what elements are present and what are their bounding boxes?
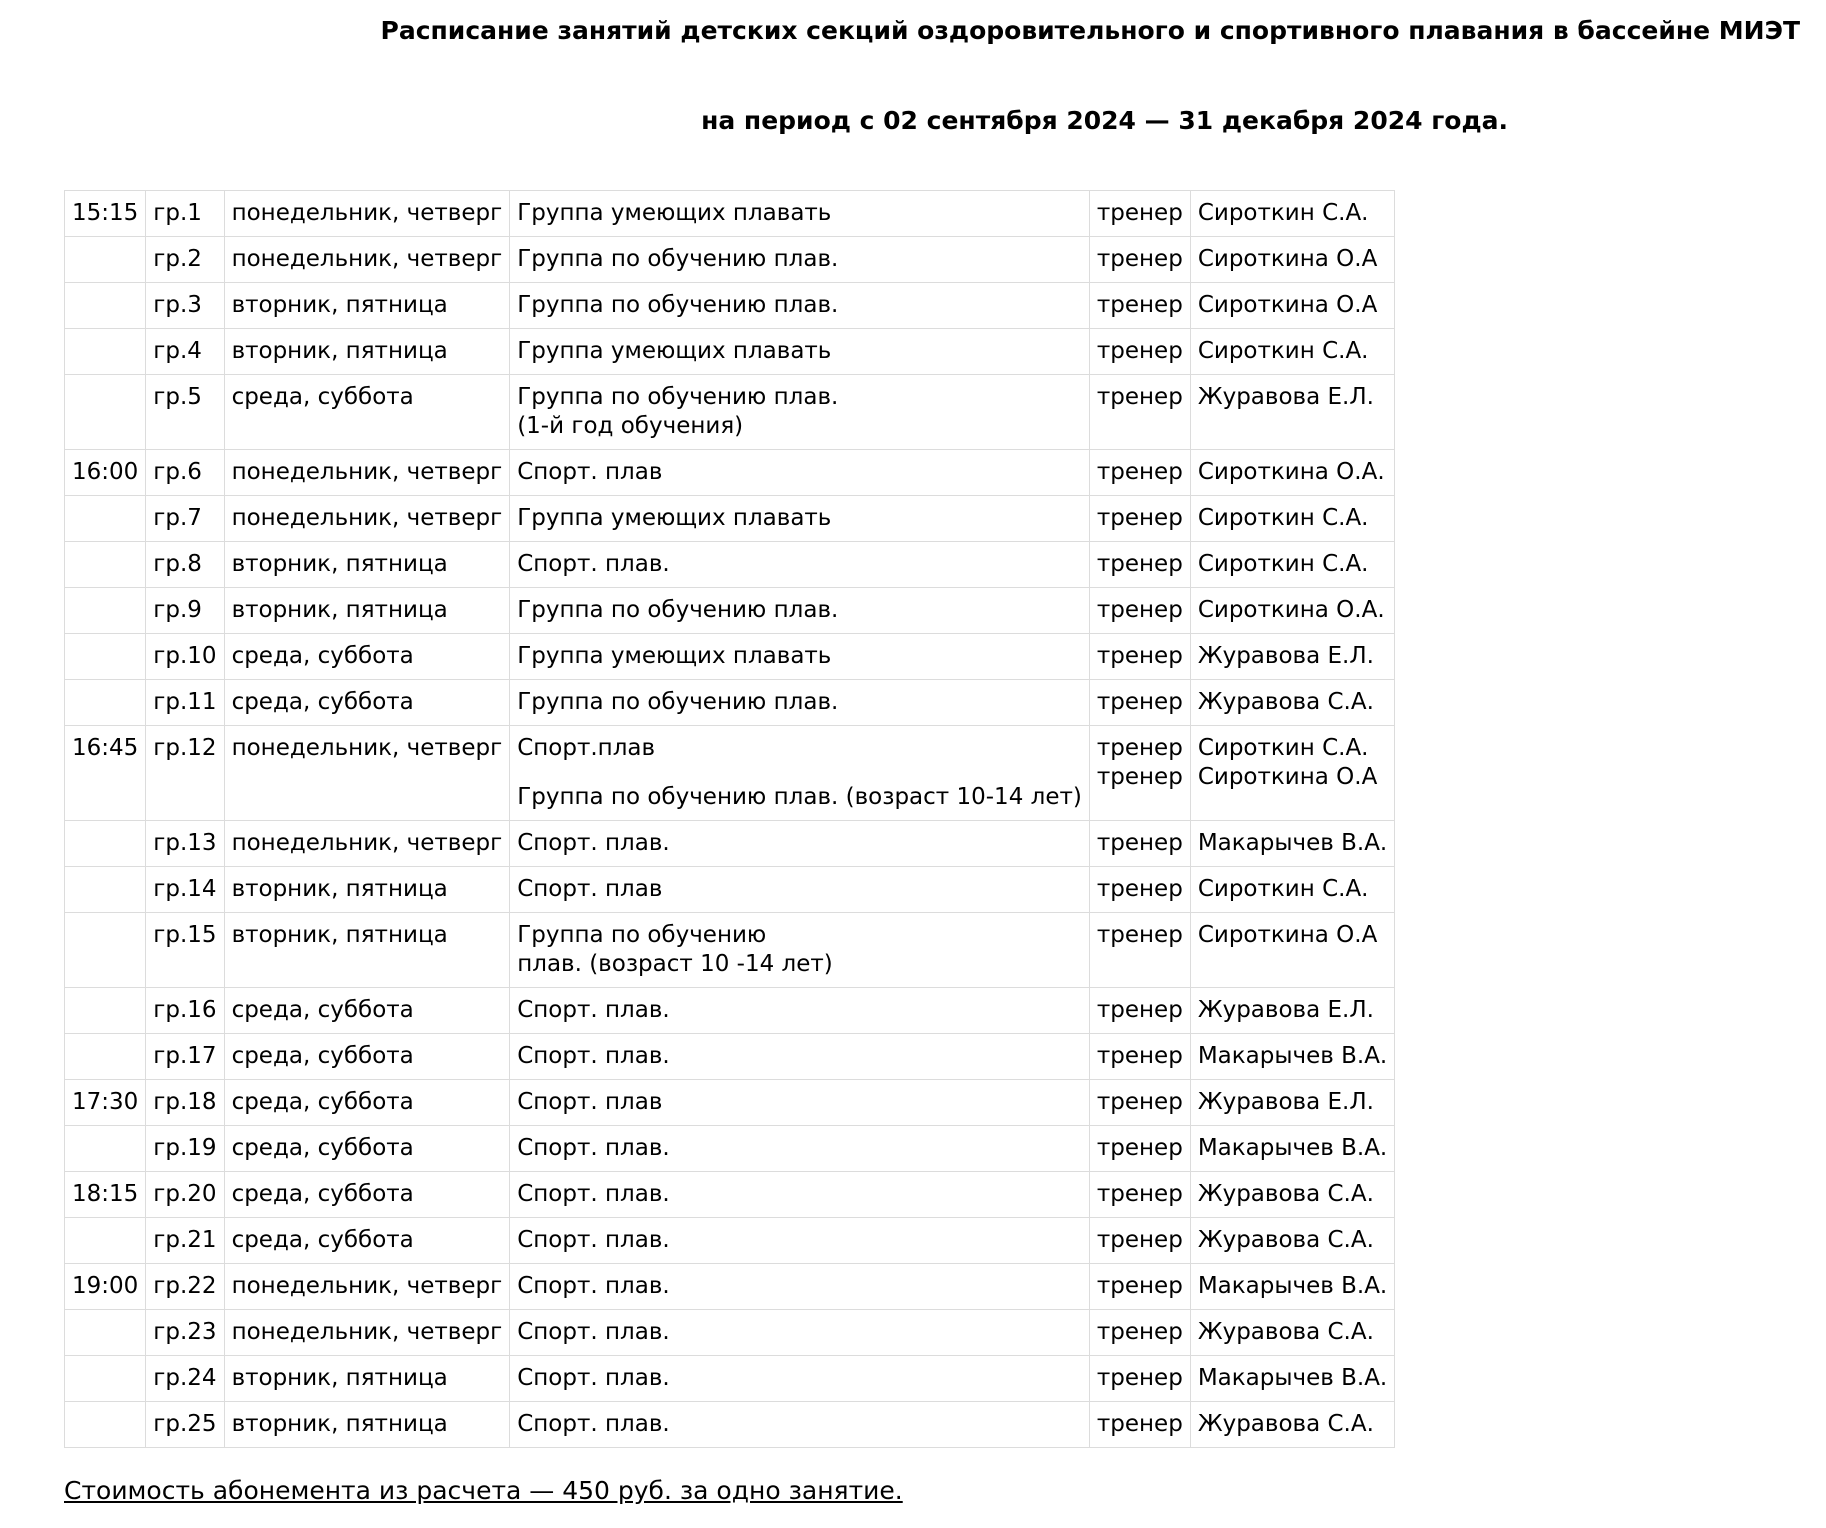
start-time-cell: 19:00 — [65, 1264, 146, 1310]
activity-cell-line: Спорт. плав. — [517, 997, 670, 1023]
activity-cell — [510, 329, 1090, 375]
days-cell: среда, суббота — [224, 1172, 510, 1218]
coach-cell-line: Сироткина О.А. — [1197, 597, 1385, 623]
activity-cell — [510, 1402, 1090, 1448]
table-row — [65, 988, 1395, 1034]
coach-cell — [1190, 726, 1394, 821]
activity-cell — [510, 867, 1090, 913]
start-time-cell — [65, 329, 146, 375]
days-cell: среда, суббота — [224, 634, 510, 680]
table-row — [65, 329, 1395, 375]
activity-cell — [510, 988, 1090, 1034]
group-cell: гр.10 — [146, 634, 224, 680]
start-time-cell — [65, 680, 146, 726]
table-row — [65, 542, 1395, 588]
coach-cell-line: Сироткина О.А — [1197, 922, 1378, 948]
group-cell: гр.2 — [146, 237, 224, 283]
price-note-link[interactable]: Стоимость абонемента из расчета — 450 руб. за одно занятие. — [64, 1476, 903, 1505]
days-cell: среда, суббота — [224, 1126, 510, 1172]
activity-cell-line: Группа по обучению плав. (возраст 10-14 лет) — [517, 784, 1082, 810]
group-cell: гр.8 — [146, 542, 224, 588]
activity-cell — [510, 1034, 1090, 1080]
activity-cell-line: Спорт. плав. — [517, 1043, 670, 1069]
group-cell: гр.19 — [146, 1126, 224, 1172]
group-cell: гр.14 — [146, 867, 224, 913]
group-cell: гр.18 — [146, 1080, 224, 1126]
days-cell: среда, суббота — [224, 680, 510, 726]
role-cell-line: тренер — [1096, 1089, 1183, 1115]
coach-cell-line: Журавова Е.Л. — [1197, 1089, 1374, 1115]
table-row — [65, 1172, 1395, 1218]
start-time-cell — [65, 1310, 146, 1356]
group-cell: гр.20 — [146, 1172, 224, 1218]
coach-cell — [1190, 821, 1394, 867]
table-row — [65, 496, 1395, 542]
group-cell: гр.21 — [146, 1218, 224, 1264]
group-cell: гр.13 — [146, 821, 224, 867]
table-row — [65, 726, 1395, 821]
days-cell: вторник, пятница — [224, 542, 510, 588]
days-cell: понедельник, четверг — [224, 1264, 510, 1310]
days-cell: вторник, пятница — [224, 913, 510, 988]
role-cell-line: тренер — [1096, 292, 1183, 318]
coach-cell-line: Сироткин С.А. — [1197, 505, 1369, 531]
role-cell — [1089, 634, 1190, 680]
start-time-cell — [65, 634, 146, 680]
role-cell-line: тренер — [1096, 551, 1183, 577]
role-cell-line: тренер — [1096, 1319, 1183, 1345]
days-cell: вторник, пятница — [224, 1356, 510, 1402]
coach-cell — [1190, 191, 1394, 237]
role-cell — [1089, 542, 1190, 588]
coach-cell-line: Журавова С.А. — [1197, 689, 1374, 715]
activity-cell — [510, 1080, 1090, 1126]
coach-cell-line: Сироткин С.А. — [1197, 876, 1369, 902]
days-cell: вторник, пятница — [224, 283, 510, 329]
activity-cell-line: Спорт. плав. — [517, 1181, 670, 1207]
role-cell-line: тренер — [1096, 1411, 1183, 1437]
activity-cell — [510, 634, 1090, 680]
activity-cell-line: Группа по обучению плав. — [517, 689, 839, 715]
role-cell-line: тренер — [1096, 643, 1183, 669]
start-time-cell — [65, 283, 146, 329]
days-cell: вторник, пятница — [224, 867, 510, 913]
activity-cell-line: Группа по обучению — [517, 922, 767, 948]
days-cell: понедельник, четверг — [224, 1310, 510, 1356]
role-cell — [1089, 1126, 1190, 1172]
table-row — [65, 237, 1395, 283]
coach-cell-line: Журавова С.А. — [1197, 1227, 1374, 1253]
group-cell: гр.24 — [146, 1356, 224, 1402]
start-time-cell — [65, 542, 146, 588]
role-cell — [1089, 588, 1190, 634]
role-cell-line: тренер — [1096, 246, 1183, 272]
coach-cell — [1190, 988, 1394, 1034]
activity-cell-line: Спорт. плав. — [517, 1365, 670, 1391]
activity-cell — [510, 1218, 1090, 1264]
coach-cell — [1190, 542, 1394, 588]
role-cell-line: тренер — [1096, 384, 1183, 410]
activity-cell — [510, 191, 1090, 237]
start-time-cell — [65, 1034, 146, 1080]
coach-cell-line: Макарычев В.А. — [1197, 1365, 1388, 1391]
role-cell — [1089, 329, 1190, 375]
role-cell-line: тренер — [1096, 1273, 1183, 1299]
activity-cell-line: Спорт. плав. — [517, 1319, 670, 1345]
coach-cell — [1190, 913, 1394, 988]
activity-cell-line: Группа умеющих плавать — [517, 505, 832, 531]
days-cell: среда, суббота — [224, 988, 510, 1034]
start-time-cell — [65, 913, 146, 988]
activity-cell — [510, 1310, 1090, 1356]
group-cell: гр.3 — [146, 283, 224, 329]
coach-cell-line: Журавова С.А. — [1197, 1411, 1374, 1437]
table-row — [65, 1080, 1395, 1126]
role-cell — [1089, 496, 1190, 542]
group-cell: гр.9 — [146, 588, 224, 634]
coach-cell-line: Журавова Е.Л. — [1197, 384, 1374, 410]
role-cell — [1089, 913, 1190, 988]
coach-cell-line: Сироткин С.А. — [1197, 200, 1369, 226]
table-row — [65, 1310, 1395, 1356]
role-cell — [1089, 680, 1190, 726]
page-title: Расписание занятий детских секций оздоровительного и спортивного плавания в бассейне МИЭТ — [380, 16, 1800, 45]
days-cell: среда, суббота — [224, 1218, 510, 1264]
start-time-cell — [65, 867, 146, 913]
role-cell — [1089, 988, 1190, 1034]
table-row — [65, 191, 1395, 237]
role-cell — [1089, 191, 1190, 237]
table-row — [65, 375, 1395, 450]
group-cell: гр.5 — [146, 375, 224, 450]
activity-cell — [510, 237, 1090, 283]
role-cell-line: тренер — [1096, 505, 1183, 531]
start-time-cell — [65, 496, 146, 542]
role-cell — [1089, 1080, 1190, 1126]
role-cell — [1089, 1310, 1190, 1356]
activity-cell — [510, 496, 1090, 542]
group-cell: гр.6 — [146, 450, 224, 496]
coach-cell-line: Журавова Е.Л. — [1197, 997, 1374, 1023]
days-cell: понедельник, четверг — [224, 821, 510, 867]
activity-cell-line: Спорт. плав. — [517, 1135, 670, 1161]
table-row — [65, 867, 1395, 913]
activity-cell — [510, 913, 1090, 988]
days-cell: понедельник, четверг — [224, 726, 510, 821]
group-cell: гр.1 — [146, 191, 224, 237]
table-row — [65, 1264, 1395, 1310]
coach-cell-line: Сироткина О.А — [1197, 764, 1378, 790]
schedule-table-body — [65, 191, 1395, 1448]
table-row — [65, 1034, 1395, 1080]
role-cell-line: тренер — [1096, 1181, 1183, 1207]
group-cell: гр.25 — [146, 1402, 224, 1448]
activity-cell-line: Группа по обучению плав. — [517, 246, 839, 272]
coach-cell-line: Сироткин С.А. — [1197, 735, 1369, 761]
group-cell: гр.7 — [146, 496, 224, 542]
group-cell: гр.15 — [146, 913, 224, 988]
coach-cell-line: Макарычев В.А. — [1197, 1043, 1388, 1069]
activity-cell — [510, 283, 1090, 329]
start-time-cell: 16:00 — [65, 450, 146, 496]
coach-cell-line: Журавова С.А. — [1197, 1319, 1374, 1345]
activity-cell-line: Спорт. плав. — [517, 1411, 670, 1437]
coach-cell-line: Макарычев В.А. — [1197, 830, 1388, 856]
activity-cell-line: Спорт. плав. — [517, 1227, 670, 1253]
coach-cell — [1190, 1126, 1394, 1172]
activity-cell-line: Спорт.плав — [517, 735, 656, 761]
role-cell — [1089, 867, 1190, 913]
coach-cell — [1190, 375, 1394, 450]
activity-cell-line: плав. (возраст 10 -14 лет) — [517, 951, 833, 977]
coach-cell-line: Сироткина О.А. — [1197, 459, 1385, 485]
group-cell: гр.17 — [146, 1034, 224, 1080]
table-row — [65, 1356, 1395, 1402]
coach-cell — [1190, 1356, 1394, 1402]
role-cell — [1089, 821, 1190, 867]
group-cell: гр.22 — [146, 1264, 224, 1310]
activity-cell-line: Спорт. плав. — [517, 551, 670, 577]
role-cell — [1089, 1356, 1190, 1402]
days-cell: понедельник, четверг — [224, 237, 510, 283]
days-cell: вторник, пятница — [224, 1402, 510, 1448]
role-cell — [1089, 1218, 1190, 1264]
role-cell-line: тренер — [1096, 735, 1183, 761]
activity-cell — [510, 1356, 1090, 1402]
activity-cell-line: Группа умеющих плавать — [517, 338, 832, 364]
start-time-cell: 15:15 — [65, 191, 146, 237]
activity-cell — [510, 1126, 1090, 1172]
activity-cell-line: (1-й год обучения) — [517, 413, 744, 439]
start-time-cell — [65, 1402, 146, 1448]
start-time-cell — [65, 988, 146, 1034]
role-cell — [1089, 1402, 1190, 1448]
table-row — [65, 1218, 1395, 1264]
coach-cell — [1190, 329, 1394, 375]
activity-cell-line: Группа умеющих плавать — [517, 643, 832, 669]
start-time-cell: 17:30 — [65, 1080, 146, 1126]
activity-cell-line: Группа по обучению плав. — [517, 597, 839, 623]
days-cell: среда, суббота — [224, 1080, 510, 1126]
coach-cell — [1190, 1218, 1394, 1264]
table-row — [65, 450, 1395, 496]
table-row — [65, 283, 1395, 329]
activity-cell — [510, 542, 1090, 588]
table-row — [65, 680, 1395, 726]
start-time-cell — [65, 1356, 146, 1402]
role-cell — [1089, 450, 1190, 496]
group-cell: гр.4 — [146, 329, 224, 375]
group-cell: гр.12 — [146, 726, 224, 821]
activity-cell — [510, 1264, 1090, 1310]
table-row — [65, 821, 1395, 867]
coach-cell — [1190, 634, 1394, 680]
activity-cell-line: Спорт. плав. — [517, 830, 670, 856]
activity-cell — [510, 1172, 1090, 1218]
activity-cell-line: Группа умеющих плавать — [517, 200, 832, 226]
days-cell: вторник, пятница — [224, 588, 510, 634]
activity-cell-line: Спорт. плав. — [517, 1273, 670, 1299]
coach-cell — [1190, 1264, 1394, 1310]
activity-cell-line: Группа по обучению плав. — [517, 292, 839, 318]
role-cell-line: тренер — [1096, 459, 1183, 485]
start-time-cell — [65, 821, 146, 867]
role-cell-line: тренер — [1096, 200, 1183, 226]
coach-cell — [1190, 1172, 1394, 1218]
coach-cell — [1190, 1034, 1394, 1080]
coach-cell-line: Сироткина О.А — [1197, 292, 1378, 318]
days-cell: понедельник, четверг — [224, 496, 510, 542]
days-cell: среда, суббота — [224, 1034, 510, 1080]
coach-cell — [1190, 1310, 1394, 1356]
coach-cell — [1190, 1080, 1394, 1126]
start-time-cell — [65, 1126, 146, 1172]
coach-cell — [1190, 867, 1394, 913]
schedule-table — [64, 190, 1395, 1448]
start-time-cell — [65, 237, 146, 283]
role-cell-line: тренер — [1096, 1043, 1183, 1069]
table-row — [65, 588, 1395, 634]
days-cell: понедельник, четверг — [224, 450, 510, 496]
start-time-cell — [65, 1218, 146, 1264]
activity-cell — [510, 680, 1090, 726]
coach-cell-line: Макарычев В.А. — [1197, 1135, 1388, 1161]
days-cell: вторник, пятница — [224, 329, 510, 375]
activity-cell-line: Группа по обучению плав. — [517, 384, 839, 410]
role-cell — [1089, 1034, 1190, 1080]
coach-cell — [1190, 450, 1394, 496]
coach-cell-line: Сироткин С.А. — [1197, 551, 1369, 577]
coach-cell — [1190, 283, 1394, 329]
start-time-cell — [65, 588, 146, 634]
days-cell: понедельник, четверг — [224, 191, 510, 237]
role-cell — [1089, 726, 1190, 821]
role-cell-line: тренер — [1096, 338, 1183, 364]
role-cell-line: тренер — [1096, 597, 1183, 623]
page-subtitle: на период с 02 сентября 2024 — 31 декабря 2024 года. — [701, 106, 1508, 135]
activity-cell — [510, 821, 1090, 867]
role-cell-line: тренер — [1096, 1365, 1183, 1391]
table-row — [65, 913, 1395, 988]
group-cell: гр.11 — [146, 680, 224, 726]
role-cell-line: тренер — [1096, 922, 1183, 948]
coach-cell — [1190, 496, 1394, 542]
coach-cell — [1190, 680, 1394, 726]
activity-cell-line: Спорт. плав — [517, 1089, 663, 1115]
activity-cell — [510, 588, 1090, 634]
activity-cell — [510, 375, 1090, 450]
group-cell: гр.16 — [146, 988, 224, 1034]
coach-cell — [1190, 237, 1394, 283]
role-cell-line: тренер — [1096, 997, 1183, 1023]
role-cell — [1089, 237, 1190, 283]
activity-cell-line: Спорт. плав — [517, 876, 663, 902]
coach-cell-line: Сироткина О.А — [1197, 246, 1378, 272]
role-cell-line: тренер — [1096, 876, 1183, 902]
role-cell — [1089, 1264, 1190, 1310]
role-cell-line: тренер — [1096, 689, 1183, 715]
activity-cell-line: Спорт. плав — [517, 459, 663, 485]
coach-cell — [1190, 588, 1394, 634]
coach-cell-line: Журавова С.А. — [1197, 1181, 1374, 1207]
coach-cell-line: Макарычев В.А. — [1197, 1273, 1388, 1299]
start-time-cell — [65, 375, 146, 450]
role-cell — [1089, 1172, 1190, 1218]
start-time-cell: 16:45 — [65, 726, 146, 821]
start-time-cell: 18:15 — [65, 1172, 146, 1218]
table-row — [65, 1126, 1395, 1172]
activity-cell — [510, 450, 1090, 496]
role-cell — [1089, 375, 1190, 450]
table-row — [65, 634, 1395, 680]
role-cell — [1089, 283, 1190, 329]
group-cell: гр.23 — [146, 1310, 224, 1356]
role-cell-line: тренер — [1096, 830, 1183, 856]
role-cell-line: тренер — [1096, 1227, 1183, 1253]
role-cell-line: тренер — [1096, 764, 1183, 790]
days-cell: среда, суббота — [224, 375, 510, 450]
table-row — [65, 1402, 1395, 1448]
coach-cell — [1190, 1402, 1394, 1448]
role-cell-line: тренер — [1096, 1135, 1183, 1161]
coach-cell-line: Сироткин С.А. — [1197, 338, 1369, 364]
activity-cell — [510, 726, 1090, 821]
coach-cell-line: Журавова Е.Л. — [1197, 643, 1374, 669]
